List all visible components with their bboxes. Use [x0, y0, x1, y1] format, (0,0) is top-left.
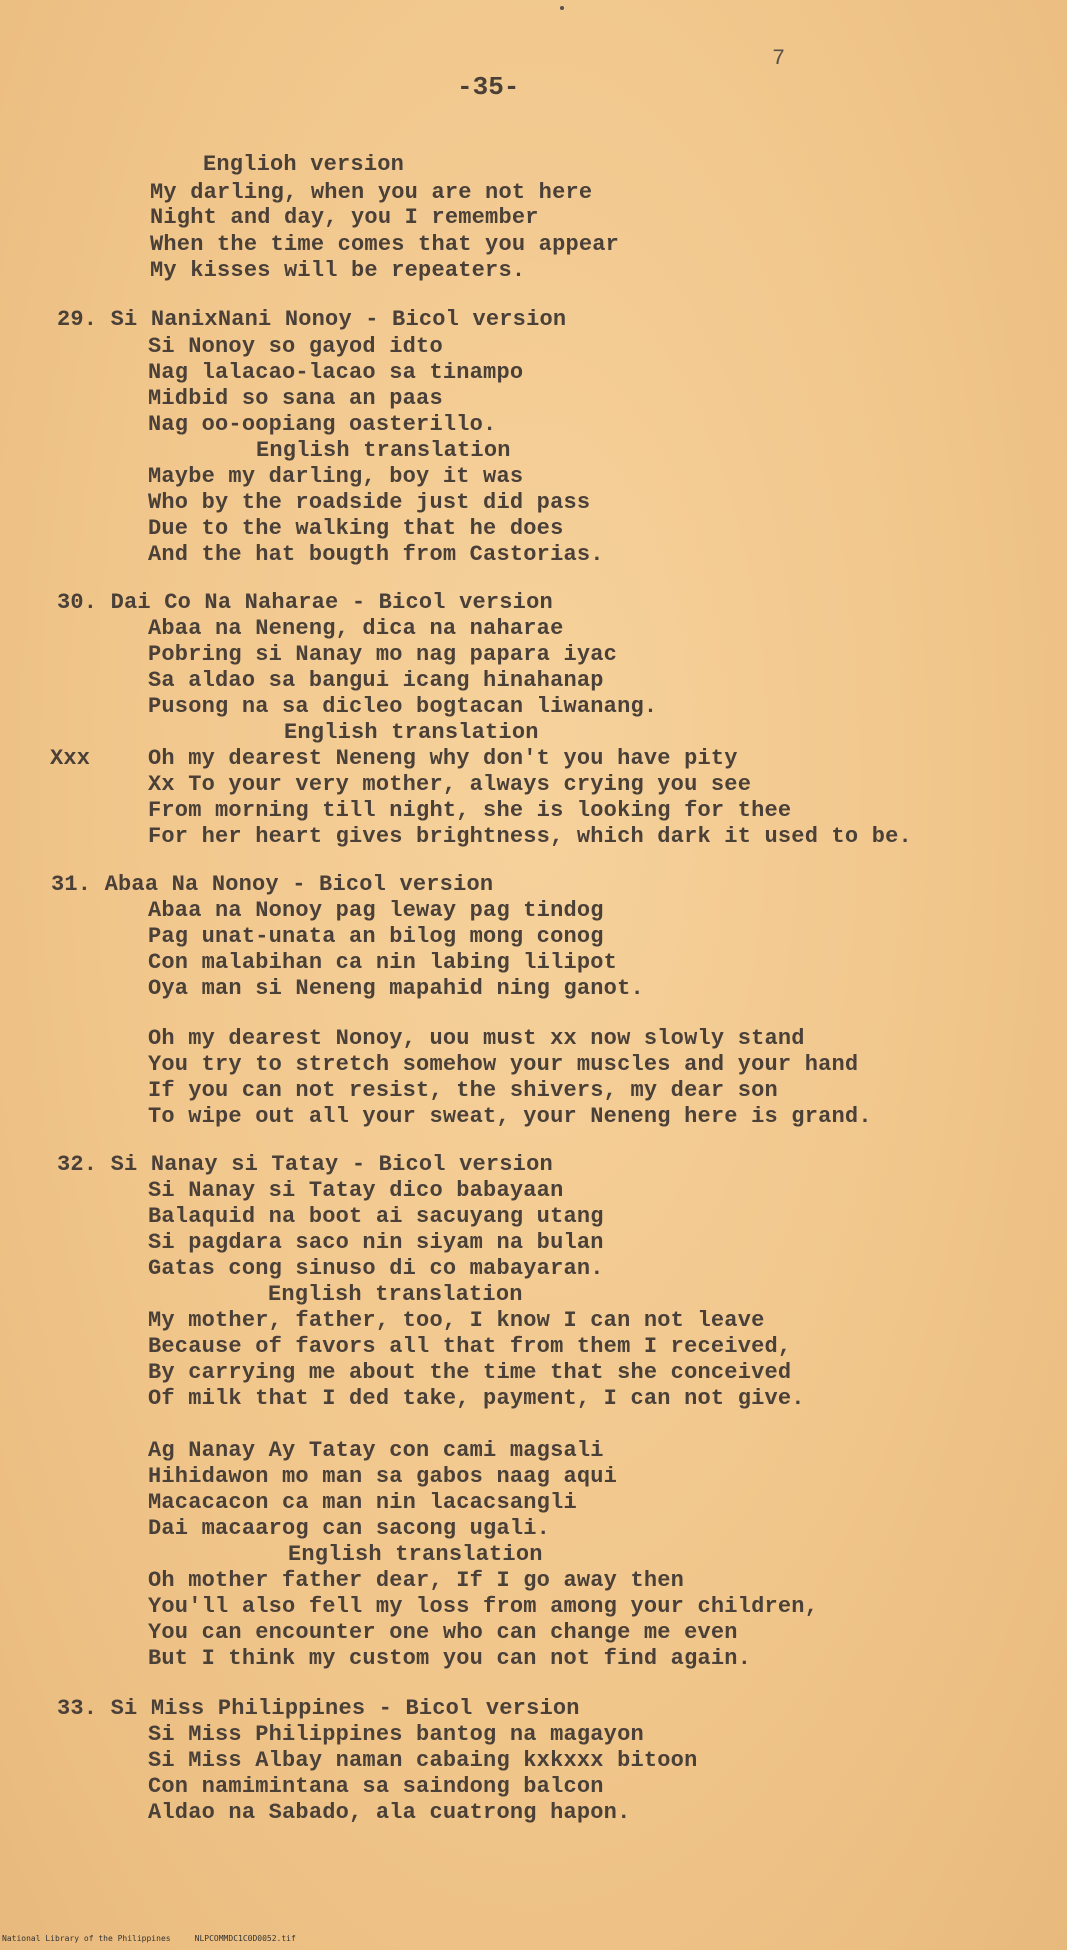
text-line: English translation: [256, 438, 511, 463]
text-line: Hihidawon mo man sa gabos naag aqui: [148, 1464, 618, 1489]
text-line: Balaquid na boot ai sacuyang utang: [148, 1204, 604, 1229]
text-line: 31. Abaa Na Nonoy - Bicol version: [51, 872, 494, 897]
text-line: Abaa na Nonoy pag leway pag tindog: [148, 898, 604, 923]
text-line: Si Miss Albay naman cabaing kxkxxx bitoon: [148, 1748, 698, 1773]
text-line: Si Miss Philippines bantog na magayon: [148, 1722, 644, 1747]
text-line: Pag unat-unata an bilog mong conog: [148, 924, 604, 949]
text-line: You'll also fell my loss from among your children,: [148, 1594, 819, 1619]
text-line: Night and day, you I remember: [150, 205, 539, 230]
text-line: Si pagdara saco nin siyam na bulan: [148, 1230, 604, 1255]
ink-speck: [560, 6, 564, 10]
text-line: For her heart gives brightness, which dark it used to be.: [148, 824, 912, 849]
page-number: -35-: [457, 72, 520, 102]
text-line: Sa aldao sa bangui icang hinahanap: [148, 668, 604, 693]
text-line: Abaa na Neneng, dica na naharae: [148, 616, 564, 641]
archive-footer: National Library of the Philippines NLPCOMMDC1C0D0052.tif: [2, 1934, 296, 1943]
text-line: 29. Si NanixNani Nonoy - Bicol version: [57, 307, 567, 332]
text-line: Xx To your very mother, always crying you see: [148, 772, 752, 797]
text-line: You can encounter one who can change me even: [148, 1620, 738, 1645]
text-line: By carrying me about the time that she conceived: [148, 1360, 792, 1385]
text-line: My mother, father, too, I know I can not leave: [148, 1308, 765, 1333]
text-line: When the time comes that you appear: [150, 232, 620, 257]
text-line: Pobring si Nanay mo nag papara iyac: [148, 642, 618, 667]
text-line: Maybe my darling, boy it was: [148, 464, 524, 489]
text-line: Pusong na sa dicleo bogtacan liwanang.: [148, 694, 658, 719]
text-line: And the hat bougth from Castorias.: [148, 542, 604, 567]
text-line: Nag lalacao-lacao sa tinampo: [148, 360, 524, 385]
text-line: 32. Si Nanay si Tatay - Bicol version: [57, 1152, 553, 1177]
tick-mark: 7: [772, 46, 786, 71]
text-line: Si Nonoy so gayod idto: [148, 334, 443, 359]
text-line: Oya man si Neneng mapahid ning ganot.: [148, 976, 644, 1001]
text-line: Nag oo-oopiang oasterillo.: [148, 412, 497, 437]
text-line: To wipe out all your sweat, your Neneng here is grand.: [148, 1104, 872, 1129]
text-line: You try to stretch somehow your muscles and your hand: [148, 1052, 859, 1077]
text-line: Dai macaarog can sacong ugali.: [148, 1516, 551, 1541]
text-line: Gatas cong sinuso di co mabayaran.: [148, 1256, 604, 1281]
text-line: My darling, when you are not here: [150, 180, 593, 205]
text-line: Macacacon ca man nin lacacsangli: [148, 1490, 577, 1515]
text-line: English translation: [268, 1282, 523, 1307]
text-line: Con malabihan ca nin labing lilipot: [148, 950, 618, 975]
text-line: Oh my dearest Neneng why don't you have pity: [148, 746, 738, 771]
text-line: Si Nanay si Tatay dico babayaan: [148, 1178, 564, 1203]
text-line: Who by the roadside just did pass: [148, 490, 591, 515]
text-line: Oh mother father dear, If I go away then: [148, 1568, 685, 1593]
text-line: Oh my dearest Nonoy, uou must xx now slowly stand: [148, 1026, 805, 1051]
text-line: English translation: [288, 1542, 543, 1567]
text-line: If you can not resist, the shivers, my dear son: [148, 1078, 778, 1103]
text-line: Because of favors all that from them I received,: [148, 1334, 792, 1359]
text-line: 30. Dai Co Na Naharae - Bicol version: [57, 590, 553, 615]
text-line: Of milk that I ded take, payment, I can not give.: [148, 1386, 805, 1411]
text-line: My kisses will be repeaters.: [150, 258, 526, 283]
text-line: Midbid so sana an paas: [148, 386, 443, 411]
text-line: 33. Si Miss Philippines - Bicol version: [57, 1696, 580, 1721]
text-line: From morning till night, she is looking for thee: [148, 798, 792, 823]
text-line: But I think my custom you can not find again.: [148, 1646, 752, 1671]
text-line: Aldao na Sabado, ala cuatrong hapon.: [148, 1800, 631, 1825]
text-line: Englioh version: [203, 152, 405, 177]
text-line: English translation: [284, 720, 539, 745]
text-line: Due to the walking that he does: [148, 516, 564, 541]
text-line: Xxx: [50, 746, 91, 771]
text-line: Ag Nanay Ay Tatay con cami magsali: [148, 1438, 604, 1463]
text-line: Con namimintana sa saindong balcon: [148, 1774, 604, 1799]
